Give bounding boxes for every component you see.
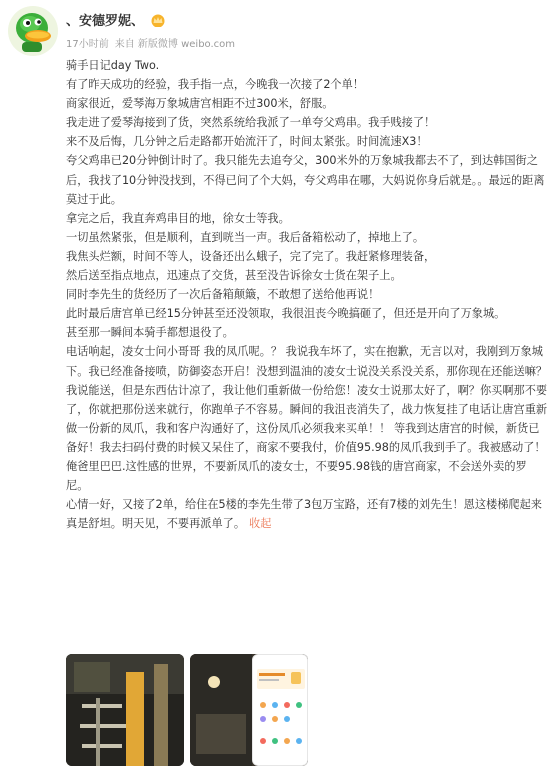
post-paragraph: 甚至那一瞬间本骑手都想退役了。 bbox=[66, 326, 234, 340]
collapse-link[interactable]: 收起 bbox=[249, 517, 272, 531]
post-paragraph: 骑手日记day Two. bbox=[66, 59, 160, 72]
app-screenshot-icon bbox=[253, 655, 308, 766]
crown-icon[interactable] bbox=[150, 13, 166, 27]
post-paragraph: 一切虽然紧张，但是顺利，直到咣当一声。我后备箱松动了，掉地上了。 bbox=[66, 230, 425, 244]
username-text[interactable]: 、安德罗妮、 bbox=[66, 14, 145, 29]
post-paragraph: 心情一好，又接了2单，给住在5楼的李先生带了3包万宝路，还有7楼的刘先生！恩这楼梯爬起来真是舒坦。明天见，不要再派单了。 bbox=[66, 498, 542, 531]
post-paragraph: 夸父鸡串已20分钟倒计时了。我只能先去追夸父，300米外的万象城我都去不了，到达韩国街之后，我找了10分钟没找到，不得已问了个大妈，夸父鸡串在哪，大妈说你身后就是。。最远的距离莫过于此。 bbox=[66, 154, 545, 206]
post-paragraph: 电话响起，凌女士问小哥哥 我的凤爪呢。？ 我说我车坏了，实在抱歉，无言以对，我刚到万象城下。我已经准备接喷，防御姿态开启！没想到温油的凌女士说没关系没关系，那你现在还能送嘛？我说能送，但是东西估计凉了，我让他们重新做一份给您！凌女士说那太好了，啊？你买啊那不要了，你就把那份送来就行，你跑单子不容易。瞬间的我沮丧消失了，战力恢复挂了电话让唐宫重新做一份新的凤爪，我和客户沟通好了，这份凤爪必须我来买单！！ 等我到达唐宫的时候，新货已备好！我去扫码付费的时候又呆住了，商家不要我付，价值95.98的凤爪我到手了。我被感动了！ bbox=[66, 345, 548, 454]
post-paragraph: 有了昨天成功的经验，我手指一点，今晚我一次接了2个单！ bbox=[66, 78, 364, 92]
app-screenshot-photo[interactable] bbox=[252, 654, 308, 766]
post-paragraph: 此时最后唐宫单已经15分钟甚至还没领取，我很沮丧今晚搞砸了，但还是开向了万象城。 bbox=[66, 307, 506, 321]
post-paragraph: 商家很近，爱琴海万象城唐宫相距不过300米，舒服。 bbox=[66, 97, 334, 111]
post-paragraph: 我焦头烂额，时间不等人，设备还出么蛾子，完了完了。我赶紧修理装备， bbox=[66, 249, 436, 263]
post-content bbox=[66, 56, 548, 533]
post-paragraph: 我走进了爱琴海接到了货，突然系统给我派了一单夸父鸡串。我手贱接了！ bbox=[66, 116, 436, 130]
post-time[interactable]: 17小时前 bbox=[66, 39, 109, 50]
green-duck-avatar-icon bbox=[8, 6, 58, 56]
post-paragraph: 拿完之后，我直奔鸡串目的地，徐女士等我。 bbox=[66, 211, 290, 225]
night-street-photo-icon bbox=[66, 654, 184, 766]
username[interactable] bbox=[66, 10, 166, 29]
post-source: 来自 新版微博 weibo.com bbox=[114, 39, 236, 50]
post-meta bbox=[66, 35, 241, 50]
post-paragraph: 然后送至指点地点，迅速点了交货，甚至没告诉徐女士货在架子上。 bbox=[66, 269, 402, 283]
post-paragraph: 俺爸里巴巴.这性感的世界，不要新凤爪的凌女士，不要95.98钱的唐宫商家，不会送外卖的罗尼。 bbox=[66, 459, 527, 493]
post-paragraph: 同时李先生的货经历了一次后备箱颠簸，不敢想了送给他再说！ bbox=[66, 288, 380, 302]
post-last-paragraph bbox=[66, 495, 548, 533]
post-paragraph: 来不及后悔，几分钟之后走路都开始流汗了，时间太紧张。时间流速X3！ bbox=[66, 135, 428, 149]
post-photo-1[interactable] bbox=[66, 654, 184, 766]
avatar[interactable] bbox=[8, 6, 58, 56]
